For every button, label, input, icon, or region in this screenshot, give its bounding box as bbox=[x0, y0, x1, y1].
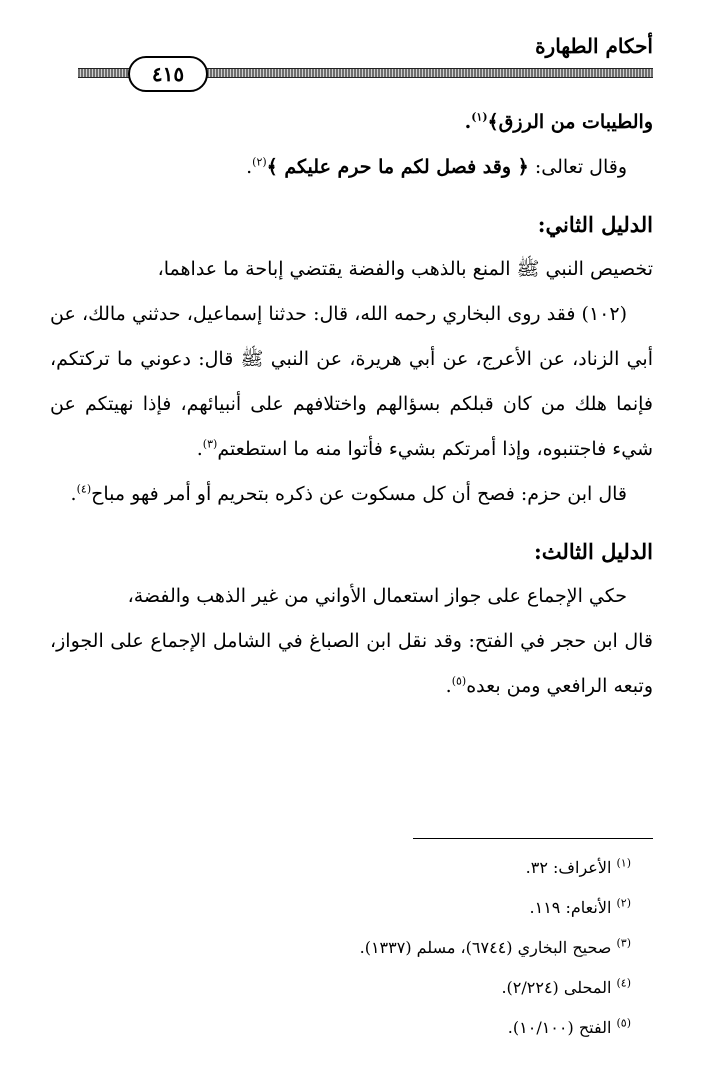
footnote-ref-1: (١) bbox=[471, 110, 488, 124]
page-number: ٤١٥ bbox=[128, 56, 208, 92]
footnote-item: $^{(٤)}$ المحلى (٢/٢٢٤). bbox=[501, 976, 631, 997]
paragraph-hadith: (١٠٢) فقد روى البخاري رحمه الله، قال: حدثنا إسماعيل، حدثني مالك، عن أبي الزناد، عن الأعرج، عن أبي هريرة، عن النبي ﷺ قال: دعوني ما تركتكم، فإنما هلك من كان قبلكم بسؤالهم واختلافهم على أنبيائهم، فإذا نهيتكم عن شيء فاجتنبوه، وإذا أمرتكم بشيء فأتوا منه ما استطعتم$^{(٣)}$. bbox=[50, 303, 653, 460]
paragraph-consensus: حكي الإجماع على جواز استعمال الأواني من غير الذهب والفضة، bbox=[127, 585, 627, 607]
footnote-ref-2: (٢) bbox=[252, 155, 267, 169]
verse-line-2: وقال تعالى: ﴿ وقد فصل لكم ما حرم عليكم ﴾$^{(٢)}$. bbox=[246, 155, 627, 178]
footnote-item: $^{(٥)}$ الفتح (١٠/١٠٠). bbox=[507, 1016, 631, 1037]
footnote-ref-4: (٤) bbox=[76, 482, 92, 496]
section-heading-second-evidence: الدليل الثاني: bbox=[537, 212, 653, 237]
paragraph-specification: تخصيص النبي ﷺ المنع بالذهب والفضة يقتضي إباحة ما عداهما، bbox=[157, 258, 653, 280]
paragraph-ibn-hajar: قال ابن حجر في الفتح: وقد نقل ابن الصباغ في الشامل الإجماع على الجواز، وتبعه الرافعي ومن بعده$^{(٥)}$. bbox=[50, 630, 653, 697]
paragraph-ibn-hazm: قال ابن حزم: فصح أن كل مسكوت عن ذكره بتحريم أو أمر فهو مباح$^{(٤)}$. bbox=[70, 482, 627, 505]
footnote-separator bbox=[413, 838, 653, 839]
verse-line-1: والطيبات من الرزق﴾$^{(١)}$. bbox=[464, 110, 653, 133]
footnote-item: $^{(٢)}$ الأنعام: ١١٩. bbox=[529, 896, 631, 917]
section-heading-third-evidence: الدليل الثالث: bbox=[534, 539, 653, 564]
body-text bbox=[50, 100, 653, 709]
footnotes bbox=[150, 848, 631, 1048]
footnote-item: $^{(٣)}$ صحيح البخاري (٦٧٤٤)، مسلم (١٣٣٧). bbox=[359, 936, 631, 957]
running-title: أحكام الطهارة bbox=[535, 34, 653, 58]
footnote-item: $^{(١)}$ الأعراف: ٣٢. bbox=[525, 856, 631, 877]
footnote-ref-3: (٣) bbox=[202, 437, 218, 451]
footnote-ref-5: (٥) bbox=[451, 674, 467, 688]
